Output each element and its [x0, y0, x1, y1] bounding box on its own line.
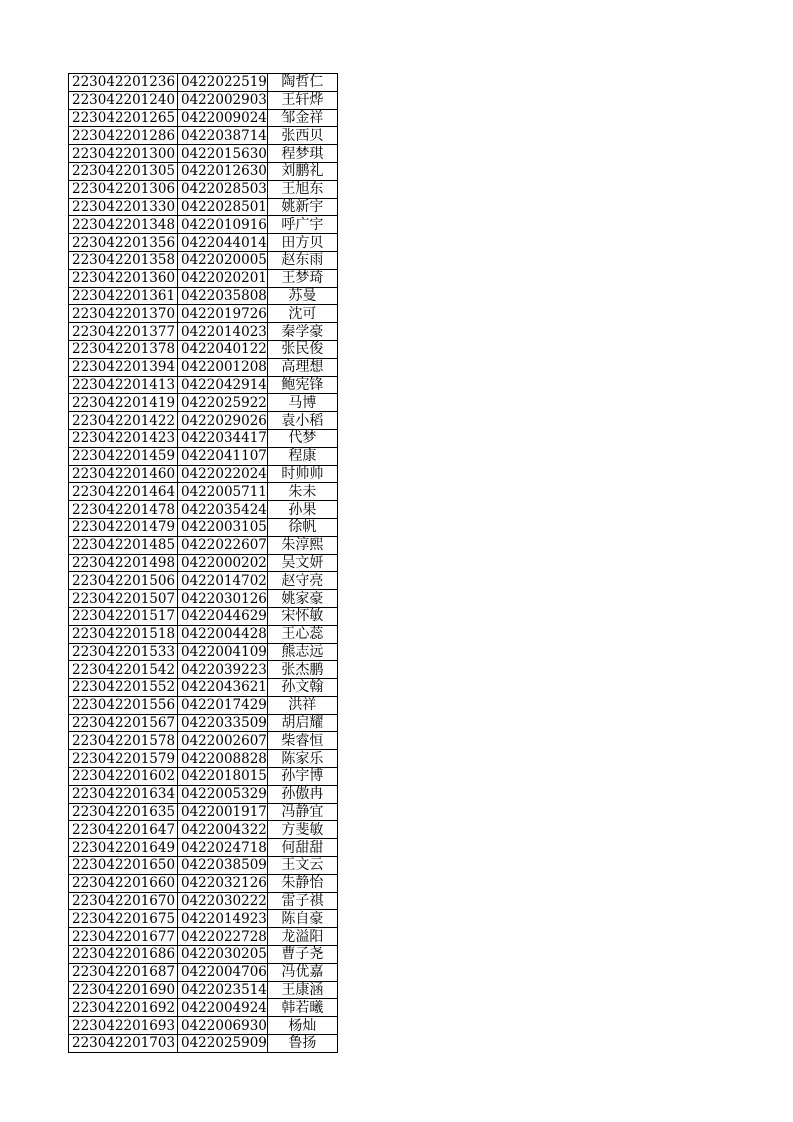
- student-name-cell: 王轩烨: [267, 91, 337, 109]
- student-id-cell: 223042201649: [69, 839, 178, 857]
- student-id-cell: 223042201464: [69, 483, 178, 501]
- exam-number-cell: 0422022607: [178, 536, 268, 554]
- roster-table: [68, 73, 338, 1053]
- exam-number-cell: 0422014023: [178, 323, 268, 341]
- table-row: [69, 999, 338, 1017]
- student-id-cell: 223042201265: [69, 109, 178, 127]
- exam-number-cell: 0422019726: [178, 305, 268, 323]
- student-id-cell: 223042201687: [69, 963, 178, 981]
- exam-number-cell: 0422038509: [178, 857, 268, 875]
- exam-number-cell: 0422009024: [178, 109, 268, 127]
- student-name-cell: 程梦琪: [267, 145, 337, 163]
- exam-number-cell: 0422035424: [178, 501, 268, 519]
- student-name-cell: 徐帆: [267, 518, 337, 536]
- student-name-cell: 袁小稻: [267, 412, 337, 430]
- exam-number-cell: 0422004109: [178, 643, 268, 661]
- student-name-cell: 柴睿恒: [267, 732, 337, 750]
- student-name-cell: 王旭东: [267, 180, 337, 198]
- table-row: [69, 928, 338, 946]
- table-row: [69, 785, 338, 803]
- student-id-cell: 223042201479: [69, 518, 178, 536]
- table-row: [69, 323, 338, 341]
- student-id-cell: 223042201602: [69, 768, 178, 786]
- student-name-cell: 沈可: [267, 305, 337, 323]
- student-name-cell: 赵东雨: [267, 251, 337, 269]
- student-name-cell: 田方贝: [267, 234, 337, 252]
- table-row: [69, 696, 338, 714]
- student-name-cell: 孙宇博: [267, 768, 337, 786]
- table-row: [69, 536, 338, 554]
- exam-number-cell: 0422028501: [178, 198, 268, 216]
- student-id-cell: 223042201300: [69, 145, 178, 163]
- student-name-cell: 朱未: [267, 483, 337, 501]
- exam-number-cell: 0422030126: [178, 590, 268, 608]
- student-id-cell: 223042201330: [69, 198, 178, 216]
- exam-number-cell: 0422004322: [178, 821, 268, 839]
- exam-number-cell: 0422005329: [178, 785, 268, 803]
- table-row: [69, 714, 338, 732]
- table-row: [69, 892, 338, 910]
- exam-number-cell: 0422041107: [178, 447, 268, 465]
- student-name-cell: 姚家豪: [267, 590, 337, 608]
- table-row: [69, 1035, 338, 1053]
- table-row: [69, 963, 338, 981]
- student-id-cell: 223042201660: [69, 874, 178, 892]
- table-row: [69, 358, 338, 376]
- table-row: [69, 412, 338, 430]
- exam-number-cell: 0422004428: [178, 625, 268, 643]
- table-row: [69, 394, 338, 412]
- exam-number-cell: 0422024718: [178, 839, 268, 857]
- table-row: [69, 483, 338, 501]
- table-row: [69, 981, 338, 999]
- student-name-cell: 鲁扬: [267, 1035, 337, 1053]
- table-row: [69, 145, 338, 163]
- table-row: [69, 429, 338, 447]
- student-id-cell: 223042201356: [69, 234, 178, 252]
- exam-number-cell: 0422029026: [178, 412, 268, 430]
- student-name-cell: 时帅帅: [267, 465, 337, 483]
- exam-number-cell: 0422022728: [178, 928, 268, 946]
- exam-number-cell: 0422004706: [178, 963, 268, 981]
- student-name-cell: 熊志远: [267, 643, 337, 661]
- table-row: [69, 679, 338, 697]
- student-name-cell: 吴文妍: [267, 554, 337, 572]
- student-id-cell: 223042201517: [69, 607, 178, 625]
- table-row: [69, 874, 338, 892]
- exam-number-cell: 0422017429: [178, 696, 268, 714]
- student-id-cell: 223042201370: [69, 305, 178, 323]
- student-id-cell: 223042201552: [69, 679, 178, 697]
- exam-number-cell: 0422006930: [178, 1017, 268, 1035]
- student-name-cell: 何甜甜: [267, 839, 337, 857]
- exam-number-cell: 0422033509: [178, 714, 268, 732]
- exam-number-cell: 0422020201: [178, 269, 268, 287]
- student-id-cell: 223042201670: [69, 892, 178, 910]
- table-row: [69, 554, 338, 572]
- table-row: [69, 501, 338, 519]
- table-row: [69, 572, 338, 590]
- table-row: [69, 821, 338, 839]
- table-row: [69, 447, 338, 465]
- table-row: [69, 750, 338, 768]
- table-row: [69, 251, 338, 269]
- student-id-cell: 223042201650: [69, 857, 178, 875]
- roster-table-body: [69, 74, 338, 1053]
- student-id-cell: 223042201556: [69, 696, 178, 714]
- student-id-cell: 223042201348: [69, 216, 178, 234]
- exam-number-cell: 0422002903: [178, 91, 268, 109]
- table-row: [69, 910, 338, 928]
- student-name-cell: 呼广宇: [267, 216, 337, 234]
- exam-number-cell: 0422005711: [178, 483, 268, 501]
- exam-number-cell: 0422002607: [178, 732, 268, 750]
- student-name-cell: 胡启耀: [267, 714, 337, 732]
- student-name-cell: 张民俊: [267, 340, 337, 358]
- exam-number-cell: 0422015630: [178, 145, 268, 163]
- student-name-cell: 邹金祥: [267, 109, 337, 127]
- table-row: [69, 109, 338, 127]
- table-row: [69, 127, 338, 145]
- exam-number-cell: 0422003105: [178, 518, 268, 536]
- exam-number-cell: 0422038714: [178, 127, 268, 145]
- student-id-cell: 223042201692: [69, 999, 178, 1017]
- exam-number-cell: 0422025909: [178, 1035, 268, 1053]
- student-name-cell: 王梦琦: [267, 269, 337, 287]
- student-id-cell: 223042201703: [69, 1035, 178, 1053]
- table-row: [69, 607, 338, 625]
- student-name-cell: 程康: [267, 447, 337, 465]
- exam-number-cell: 0422044629: [178, 607, 268, 625]
- student-name-cell: 孙文翰: [267, 679, 337, 697]
- student-name-cell: 张杰鹏: [267, 661, 337, 679]
- student-id-cell: 223042201533: [69, 643, 178, 661]
- table-row: [69, 91, 338, 109]
- table-row: [69, 768, 338, 786]
- student-id-cell: 223042201693: [69, 1017, 178, 1035]
- exam-number-cell: 0422008828: [178, 750, 268, 768]
- student-name-cell: 洪祥: [267, 696, 337, 714]
- student-name-cell: 张西贝: [267, 127, 337, 145]
- table-row: [69, 661, 338, 679]
- student-id-cell: 223042201377: [69, 323, 178, 341]
- exam-number-cell: 0422025922: [178, 394, 268, 412]
- student-name-cell: 冯优嘉: [267, 963, 337, 981]
- exam-number-cell: 0422010916: [178, 216, 268, 234]
- exam-number-cell: 0422004924: [178, 999, 268, 1017]
- table-row: [69, 1017, 338, 1035]
- student-name-cell: 方斐敏: [267, 821, 337, 839]
- student-id-cell: 223042201413: [69, 376, 178, 394]
- student-id-cell: 223042201506: [69, 572, 178, 590]
- table-row: [69, 287, 338, 305]
- table-row: [69, 180, 338, 198]
- exam-number-cell: 0422022024: [178, 465, 268, 483]
- exam-number-cell: 0422023514: [178, 981, 268, 999]
- student-id-cell: 223042201423: [69, 429, 178, 447]
- student-id-cell: 223042201419: [69, 394, 178, 412]
- student-id-cell: 223042201360: [69, 269, 178, 287]
- student-id-cell: 223042201518: [69, 625, 178, 643]
- student-name-cell: 朱静怡: [267, 874, 337, 892]
- student-id-cell: 223042201305: [69, 162, 178, 180]
- exam-number-cell: 0422020005: [178, 251, 268, 269]
- student-name-cell: 王心蕊: [267, 625, 337, 643]
- student-id-cell: 223042201634: [69, 785, 178, 803]
- student-name-cell: 刘鹏礼: [267, 162, 337, 180]
- student-name-cell: 王文云: [267, 857, 337, 875]
- student-id-cell: 223042201240: [69, 91, 178, 109]
- exam-number-cell: 0422001208: [178, 358, 268, 376]
- table-row: [69, 269, 338, 287]
- exam-number-cell: 0422035808: [178, 287, 268, 305]
- student-id-cell: 223042201422: [69, 412, 178, 430]
- student-name-cell: 韩若曦: [267, 999, 337, 1017]
- table-row: [69, 643, 338, 661]
- student-name-cell: 高理想: [267, 358, 337, 376]
- student-id-cell: 223042201675: [69, 910, 178, 928]
- table-row: [69, 839, 338, 857]
- exam-number-cell: 0422039223: [178, 661, 268, 679]
- student-name-cell: 雷子祺: [267, 892, 337, 910]
- student-id-cell: 223042201394: [69, 358, 178, 376]
- exam-number-cell: 0422030222: [178, 892, 268, 910]
- student-id-cell: 223042201647: [69, 821, 178, 839]
- table-row: [69, 946, 338, 964]
- exam-number-cell: 0422018015: [178, 768, 268, 786]
- table-row: [69, 234, 338, 252]
- student-name-cell: 马博: [267, 394, 337, 412]
- student-name-cell: 姚新宇: [267, 198, 337, 216]
- student-name-cell: 朱淳熙: [267, 536, 337, 554]
- student-id-cell: 223042201567: [69, 714, 178, 732]
- student-name-cell: 陶哲仁: [267, 74, 337, 92]
- table-row: [69, 625, 338, 643]
- exam-number-cell: 0422001917: [178, 803, 268, 821]
- table-row: [69, 732, 338, 750]
- table-row: [69, 857, 338, 875]
- student-name-cell: 赵守亮: [267, 572, 337, 590]
- student-id-cell: 223042201579: [69, 750, 178, 768]
- student-id-cell: 223042201358: [69, 251, 178, 269]
- student-name-cell: 冯静宜: [267, 803, 337, 821]
- student-name-cell: 杨灿: [267, 1017, 337, 1035]
- student-name-cell: 陈自豪: [267, 910, 337, 928]
- student-id-cell: 223042201507: [69, 590, 178, 608]
- student-name-cell: 王康涵: [267, 981, 337, 999]
- student-id-cell: 223042201460: [69, 465, 178, 483]
- student-name-cell: 曹子尧: [267, 946, 337, 964]
- student-id-cell: 223042201306: [69, 180, 178, 198]
- exam-number-cell: 0422022519: [178, 74, 268, 92]
- student-id-cell: 223042201361: [69, 287, 178, 305]
- student-id-cell: 223042201478: [69, 501, 178, 519]
- table-row: [69, 376, 338, 394]
- student-name-cell: 孙傲冉: [267, 785, 337, 803]
- exam-number-cell: 0422012630: [178, 162, 268, 180]
- exam-number-cell: 0422014923: [178, 910, 268, 928]
- exam-number-cell: 0422030205: [178, 946, 268, 964]
- exam-number-cell: 0422032126: [178, 874, 268, 892]
- student-name-cell: 龙溢阳: [267, 928, 337, 946]
- student-id-cell: 223042201286: [69, 127, 178, 145]
- exam-number-cell: 0422014702: [178, 572, 268, 590]
- exam-number-cell: 0422043621: [178, 679, 268, 697]
- student-name-cell: 宋怀敏: [267, 607, 337, 625]
- table-row: [69, 305, 338, 323]
- table-row: [69, 198, 338, 216]
- exam-number-cell: 0422040122: [178, 340, 268, 358]
- exam-number-cell: 0422034417: [178, 429, 268, 447]
- student-id-cell: 223042201459: [69, 447, 178, 465]
- student-id-cell: 223042201236: [69, 74, 178, 92]
- table-row: [69, 803, 338, 821]
- student-id-cell: 223042201498: [69, 554, 178, 572]
- table-row: [69, 340, 338, 358]
- student-id-cell: 223042201686: [69, 946, 178, 964]
- student-id-cell: 223042201485: [69, 536, 178, 554]
- student-name-cell: 陈家乐: [267, 750, 337, 768]
- exam-number-cell: 0422028503: [178, 180, 268, 198]
- exam-number-cell: 0422042914: [178, 376, 268, 394]
- student-name-cell: 苏曼: [267, 287, 337, 305]
- student-name-cell: 鲍宪锋: [267, 376, 337, 394]
- student-id-cell: 223042201690: [69, 981, 178, 999]
- student-id-cell: 223042201677: [69, 928, 178, 946]
- exam-number-cell: 0422000202: [178, 554, 268, 572]
- student-id-cell: 223042201635: [69, 803, 178, 821]
- exam-number-cell: 0422044014: [178, 234, 268, 252]
- student-name-cell: 代梦: [267, 429, 337, 447]
- table-row: [69, 465, 338, 483]
- student-id-cell: 223042201542: [69, 661, 178, 679]
- student-name-cell: 秦学豪: [267, 323, 337, 341]
- table-row: [69, 216, 338, 234]
- table-row: [69, 518, 338, 536]
- table-row: [69, 74, 338, 92]
- student-id-cell: 223042201578: [69, 732, 178, 750]
- student-id-cell: 223042201378: [69, 340, 178, 358]
- table-row: [69, 590, 338, 608]
- student-name-cell: 孙果: [267, 501, 337, 519]
- table-row: [69, 162, 338, 180]
